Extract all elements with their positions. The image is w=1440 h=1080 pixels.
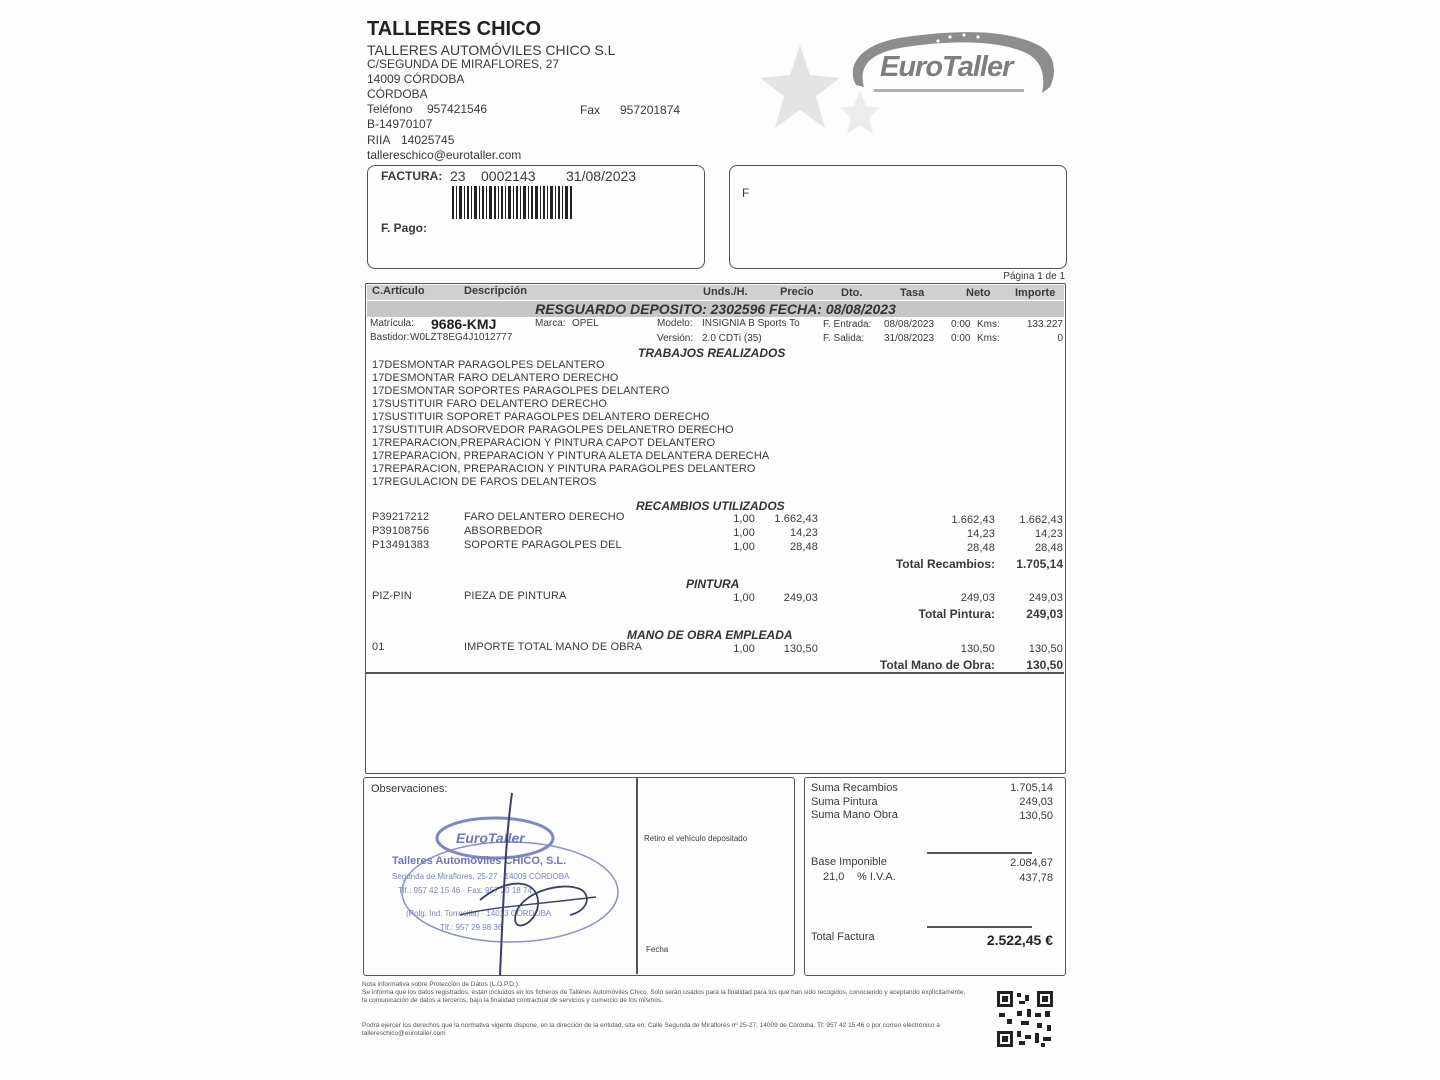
invoice-date: 31/08/2023	[566, 168, 637, 184]
sum-labor: 130,50	[1019, 810, 1053, 822]
stamp-brand: EuroTaller	[456, 830, 525, 846]
col-tax: Tasa	[900, 287, 925, 299]
version-label: Versión:	[657, 333, 694, 344]
paint-units: 1,00	[733, 592, 755, 604]
sum-parts-label: Suma Recambios	[811, 782, 898, 794]
work-item: 17DESMONTAR SOPORTES PARAGOLPES DELANTERO	[372, 385, 670, 397]
exit-kms-label: Kms:	[977, 333, 1000, 344]
base-value: 2.084,67	[1010, 857, 1053, 869]
part-code: P39108756	[372, 525, 430, 537]
invoice-label: FACTURA:	[381, 169, 443, 183]
col-units: Unds./H.	[703, 286, 748, 298]
labor-title: MANO DE OBRA EMPLEADA	[627, 628, 793, 642]
col-net: Neto	[966, 287, 991, 299]
legal-paragraph: Podrá ejercer los derechos que la normativa vigente dispone, en la dirección de la entidad, sita en: Calle Segunda de Miraflores nº 25-27, 14009 de Córdoba. Tf: 957 42 15 46 o por correo electrónico a tallereschico@eurotaller.com	[362, 1022, 940, 1037]
part-desc: FARO DELANTERO DERECHO	[464, 511, 625, 523]
eurotaller-logo	[846, 25, 1058, 97]
part-units: 1,00	[733, 513, 755, 525]
deposit-title: RESGUARDO DEPOSITO: 2302596 FECHA: 08/08/2023	[535, 301, 896, 317]
exit-date: 31/08/2023	[884, 333, 935, 344]
paint-code: PIZ-PIN	[372, 590, 412, 602]
handwritten-signature-icon	[420, 785, 600, 980]
parts-title: RECAMBIOS UTILIZADOS	[636, 499, 785, 513]
part-code: P39217212	[372, 511, 430, 523]
labor-net: 130,50	[960, 643, 995, 655]
company-ria: 14025745	[401, 133, 455, 147]
vin-value: W0LZT8EG4J1012777	[410, 332, 513, 343]
stamp-name: Talleres Automóviles CHICO, S.L.	[392, 855, 567, 867]
part-code: P13491383	[372, 539, 430, 551]
invoice-series: 23	[450, 168, 466, 184]
part-net: 28,48	[966, 542, 995, 554]
date-label: Fecha	[646, 945, 669, 954]
paint-total-label: Total Pintura:	[918, 607, 995, 621]
plate-label: Matrícula:	[370, 318, 414, 329]
part-price: 14,23	[789, 527, 818, 539]
vat-value: 437,78	[1019, 872, 1053, 884]
labor-total-label: Total Mano de Obra:	[879, 658, 995, 672]
observations-divider	[636, 778, 638, 974]
exit-label: F. Salida:	[823, 333, 865, 344]
sum-parts: 1.705,14	[1010, 782, 1053, 794]
part-amount: 1.662,43	[1019, 514, 1063, 526]
part-units: 1,00	[733, 527, 755, 539]
part-desc: SOPORTE PARAGOLPES DEL	[464, 539, 622, 551]
work-item: 17SUSTITUIR SOPORET PARAGOLPES DELANTERO DERECHO	[372, 411, 710, 423]
paint-total: 249,03	[1026, 607, 1063, 621]
entry-label: F. Entrada:	[823, 319, 872, 330]
page-indicator: Página 1 de 1	[1003, 271, 1065, 282]
work-item: 17SUSTITUIR FARO DELANTERO DERECHO	[372, 398, 608, 410]
brand-label: Marca:	[535, 318, 566, 329]
stamp-line: Segunda de Miraflores, 25-27 · 14009 CÓRDOBA	[392, 872, 570, 881]
plate-value: 9686-KMJ	[431, 316, 497, 332]
vin-label: Bastidor:	[370, 332, 410, 343]
company-cif: B-14970107	[367, 117, 433, 131]
labor-total: 130,50	[1026, 658, 1063, 672]
brand-value: OPEL	[572, 318, 599, 329]
total-divider	[927, 926, 1032, 928]
legal-paragraph: Se informa que los datos registrados, están incluidos en los ficheros de Talleres Automóviles Chico. Solo serán usados para la finalidad para los que han sido recogidos, conociendo y aceptando explícitamente, la comunicación de datos a terceros, bajo la finalidad contractual de servicios y comercio de los mismos.	[362, 989, 966, 1004]
client-initial: F	[742, 186, 750, 200]
entry-time: 0:00	[951, 319, 971, 330]
entry-kms-label: Kms:	[977, 319, 1000, 330]
model-label: Modelo:	[657, 318, 693, 329]
payment-label: F. Pago:	[381, 221, 428, 235]
work-item: 17DESMONTAR PARAGOLPES DELANTERO	[372, 359, 605, 371]
paint-net: 249,03	[960, 592, 995, 604]
paint-desc: PIEZA DE PINTURA	[464, 590, 567, 602]
work-item: 17SUSTITUIR ADSORVEDOR PARAGOLPES DELANETRO DERECHO	[372, 424, 734, 436]
part-price: 28,48	[789, 541, 818, 553]
exit-time: 0:00	[951, 333, 971, 344]
work-item: 17REGULACION DE FAROS DELANTEROS	[372, 476, 597, 488]
company-legal-name: TALLERES AUTOMÓVILES CHICO S.L	[367, 42, 616, 58]
company-postal-city: 14009 CÓRDOBA	[367, 72, 465, 86]
total-value: 2.522,45 €	[986, 932, 1053, 948]
work-item: 17REPARACION, PREPARACION Y PINTURA PARAGOLPES DELANTERO	[372, 463, 756, 475]
labor-amount: 130,50	[1028, 643, 1063, 655]
sum-divider	[927, 852, 1032, 854]
col-price: Precio	[780, 286, 814, 298]
parts-total-label: Total Recambios:	[895, 557, 995, 571]
table-divider	[366, 672, 1064, 674]
entry-date: 08/08/2023	[884, 319, 935, 330]
stamp-line: Tlf.: 957 29 98 36	[440, 923, 503, 932]
labor-price: 130,50	[783, 643, 818, 655]
received-label: Retiro el vehículo depositado	[644, 834, 748, 843]
company-province: CÓRDOBA	[367, 87, 428, 101]
company-ria-label: RIIA	[367, 133, 391, 147]
observations-label: Observaciones:	[371, 783, 448, 795]
company-fax-label: Fax	[580, 103, 601, 117]
client-box	[729, 165, 1067, 269]
stamp-line: (Polg. Ind. Torrecilla) · 14013 CÓRDOBA	[406, 909, 552, 918]
stamp-line: Tlf.: 957 42 15 46 · Fax: 957 20 18 74	[398, 886, 532, 895]
vat-label: % I.V.A.	[857, 871, 896, 883]
total-label: Total Factura	[811, 931, 875, 943]
model-value: INSIGNIA B Sports To	[702, 318, 800, 329]
company-address: C/SEGUNDA DE MIRAFLORES, 27	[367, 57, 560, 71]
part-units: 1,00	[733, 541, 755, 553]
sum-paint: 249,03	[1019, 796, 1053, 808]
qr-code-icon	[997, 991, 1053, 1047]
sum-labor-label: Suma Mano Obra	[811, 809, 898, 821]
invoice-number: 0002143	[481, 168, 536, 184]
part-amount: 14,23	[1034, 528, 1063, 540]
company-email: tallereschico@eurotaller.com	[367, 148, 522, 162]
sum-paint-label: Suma Pintura	[811, 796, 878, 808]
part-desc: ABSORBEDOR	[464, 525, 543, 537]
work-item: 17DESMONTAR FARO DELANTERO DERECHO	[372, 372, 619, 384]
work-item: 17REPARACION,PREPARACION Y PINTURA CAPOT DELANTERO	[372, 437, 716, 449]
legal-title: Nota informativa sobre Protección de Datos (L.O.P.D.):	[362, 981, 520, 988]
company-name: TALLERES CHICO	[367, 18, 542, 40]
company-phone-label: Teléfono	[367, 102, 413, 116]
col-amount: Importe	[1015, 287, 1056, 299]
col-code: C.Artículo	[372, 285, 425, 297]
paint-price: 249,03	[783, 592, 818, 604]
labor-units: 1,00	[733, 643, 755, 655]
col-description: Descripción	[464, 285, 527, 297]
work-item: 17REPARACION, PREPARACION Y PINTURA ALETA DELANTERA DERECHA	[372, 450, 770, 462]
part-net: 1.662,43	[951, 514, 995, 526]
works-title: TRABAJOS REALIZADOS	[638, 346, 786, 360]
part-price: 1.662,43	[774, 513, 818, 525]
exit-kms: 0	[1057, 333, 1063, 344]
labor-code: 01	[372, 641, 385, 653]
version-value: 2.0 CDTi (35)	[702, 333, 762, 344]
barcode-icon	[452, 186, 574, 219]
paint-amount: 249,03	[1028, 592, 1063, 604]
part-amount: 28,48	[1034, 542, 1063, 554]
logo-text: EuroTaller	[880, 51, 1013, 83]
base-label: Base Imponible	[811, 856, 887, 868]
parts-total: 1.705,14	[1016, 557, 1063, 571]
col-discount: Dto.	[841, 287, 863, 299]
company-fax: 957201874	[620, 103, 681, 117]
part-net: 14,23	[966, 528, 995, 540]
labor-desc: IMPORTE TOTAL MANO DE OBRA	[464, 641, 643, 653]
company-phone: 957421546	[427, 102, 488, 116]
vat-rate: 21,0	[823, 871, 845, 883]
entry-kms: 133.227	[1026, 319, 1063, 330]
paint-title: PINTURA	[686, 577, 740, 591]
